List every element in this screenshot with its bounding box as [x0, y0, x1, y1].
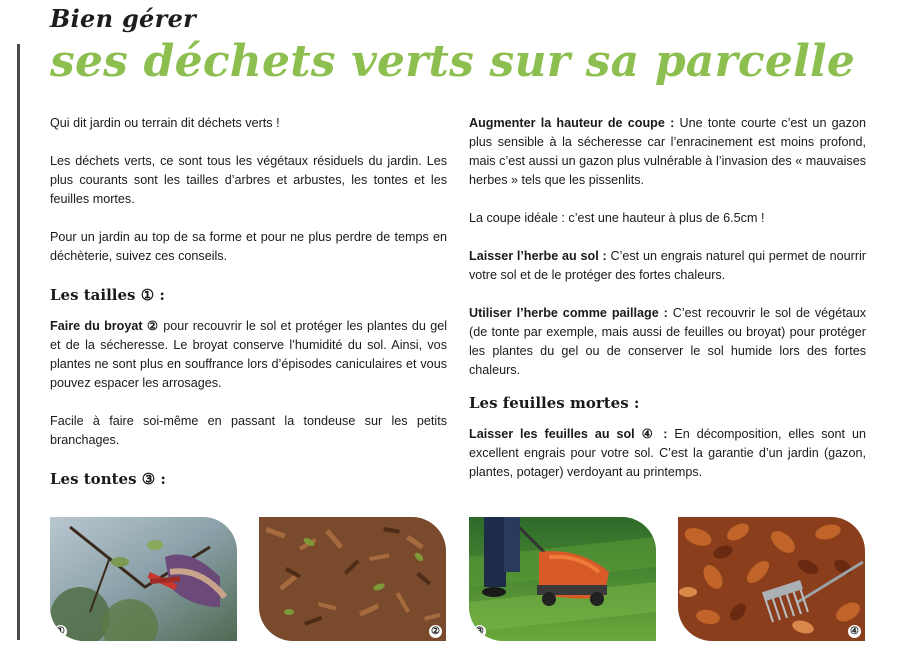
advice-paragraph: Pour un jardin au top de sa forme et pour ne plus perdre de temps en déchèterie, suivez ces conseils. [50, 230, 447, 263]
article-title: ses déchets verts sur sa parcelle [50, 36, 856, 87]
photo-wood-chips [259, 517, 446, 641]
vertical-rule [17, 44, 20, 640]
photo-number-1: ① [54, 625, 67, 638]
herbe-text: C’est un engrais naturel qui permet de nourrir votre sol et de le protéger des fortes chaleurs. [469, 249, 866, 282]
pruning-illustration [50, 517, 237, 641]
hauteur-text: Une tonte courte c’est un gazon plus sensible à la sécheresse car l’enracinement est moins profond, mais c’est aussi un gazon plus vulnérable à l’invasion des « mauvaises herbes » tels que les pissenlits. [469, 116, 866, 187]
photo-number-3: ③ [473, 625, 486, 638]
paillage-text: C’est recouvrir le sol de végétaux (de tonte par exemple, mais aussi de feuilles ou broyat) pour protéger les plantes du gel ou de conserver le sol humide lors des fortes chaleurs. [469, 306, 866, 377]
wood-chips-illustration [259, 517, 446, 641]
herbe-lead: Laisser l’herbe au sol : [469, 249, 607, 263]
broyat-lead: Faire du broyat ② [50, 319, 159, 333]
leaves-rake-illustration [678, 517, 865, 641]
hauteur-lead: Augmenter la hauteur de coupe : [469, 116, 675, 130]
paillage-paragraph [469, 304, 866, 380]
facile-paragraph: Facile à faire soi-même en passant la tondeuse sur les petits branchages. [50, 414, 447, 447]
feuilles-lead: Laisser les feuilles au sol ④ : [469, 427, 668, 441]
herbe-paragraph [469, 247, 866, 285]
feuilles-text: En décomposition, elles sont un excellent engrais pour votre sol. C’est la garantie d’un jardin (gazon, plantes, potager) verdoyant au printemps. [469, 427, 866, 479]
hauteur-paragraph [469, 114, 866, 190]
tontes-heading: Les tontes ③ : [50, 470, 166, 488]
left-column [50, 114, 447, 501]
broyat-text: pour recouvrir le sol et protéger les plantes du gel et de la sécheresse. Le broyat conserve l’humidité du sol. Ainsi, vos plantes ne sont plus en souffrance lors d’épisodes caniculaires et vous pouvez espacer les arrosages. [50, 319, 447, 390]
tailles-heading: Les tailles ① : [50, 286, 165, 304]
photo-pruning [50, 517, 237, 641]
definition-paragraph: Les déchets verts, ce sont tous les végétaux résiduels du jardin. Les plus courants sont les tailles d’arbres et arbustes, les tontes et les feuilles mortes. [50, 154, 447, 206]
coupe-paragraph: La coupe idéale : c’est une hauteur à plus de 6.5cm ! [469, 211, 765, 225]
photo-number-4: ④ [848, 625, 861, 638]
photo-leaves-rake [678, 517, 865, 641]
paillage-lead: Utiliser l’herbe comme paillage : [469, 306, 668, 320]
photo-lawn-mower [469, 517, 656, 641]
right-column [469, 114, 866, 501]
feuilles-heading: Les feuilles mortes : [469, 394, 640, 412]
broyat-paragraph [50, 317, 447, 393]
photo-number-2: ② [429, 625, 442, 638]
article-kicker: Bien gérer [50, 4, 197, 33]
feuilles-paragraph [469, 425, 866, 482]
intro-paragraph: Qui dit jardin ou terrain dit déchets verts ! [50, 116, 280, 130]
lawn-mower-illustration [469, 517, 656, 641]
